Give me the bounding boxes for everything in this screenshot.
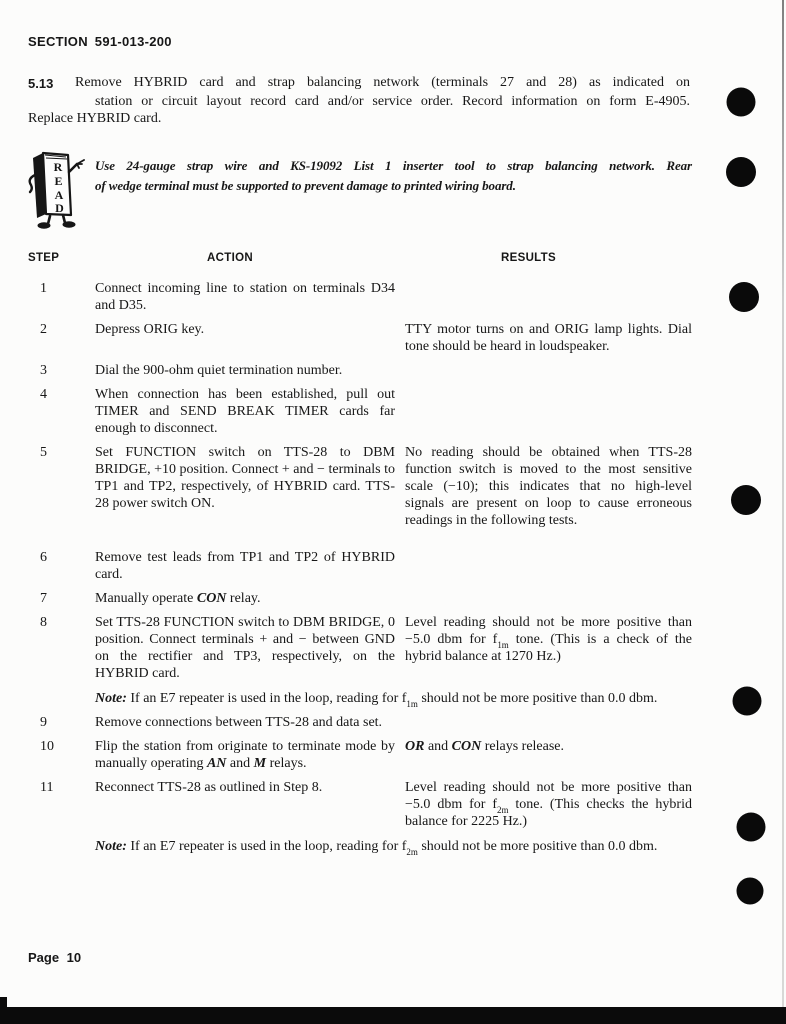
step-number: 6: [40, 550, 47, 565]
step-number: 4: [40, 387, 47, 402]
column-header-results: RESULTS: [501, 252, 556, 264]
table-row-group: [28, 321, 692, 355]
step-number: 1: [40, 281, 47, 296]
action-cell: Reconnect TTS-28 as outlined in Step 8.: [95, 780, 323, 795]
action-cell: Remove test leads from TP1 and TP2 of HYBRID card.: [95, 550, 395, 582]
action-cell: Flip the station from originate to terminate mode by manually operating AN and M relays.: [95, 739, 395, 771]
punch-hole-icon: [726, 157, 756, 187]
table-body: [28, 280, 692, 858]
action-cell: Depress ORIG key.: [95, 322, 205, 337]
action-cell: Connect incoming line to station on terminals D34 and D35.: [95, 281, 395, 313]
punch-hole-icon: [727, 88, 756, 117]
results-cell: Level reading should not be more positive than −5.0 dbm for $f_{1m}$ tone. (This is a check of the hybrid balance at 1270 Hz.): [405, 615, 692, 664]
section-header: SECTION 591-013-200: [28, 34, 172, 49]
step-number: 11: [40, 780, 54, 795]
table-row: [28, 779, 692, 830]
table-row-group: [28, 280, 692, 314]
table-row: [28, 549, 692, 583]
column-header-action: ACTION: [207, 252, 253, 264]
action-cell: Manually operate CON relay.: [95, 591, 261, 606]
results-cell: TTY motor turns on and ORIG lamp lights. Dial tone should be heard in loudspeaker.: [405, 322, 692, 354]
table-row-group: [28, 614, 692, 710]
table-row-group: [28, 362, 692, 379]
strap-wire-note: [95, 156, 692, 196]
step-number: 8: [40, 615, 47, 630]
table-row-group: [28, 444, 692, 529]
action-cell: Set FUNCTION switch on TTS-28 to DBM BRIDGE, +10 position. Connect + and − terminals to TP1 and TP2, respectively, of HYBRID card. TTS-28 power switch ON.: [95, 445, 395, 511]
step-number: 3: [40, 363, 47, 378]
table-row-group: [28, 386, 692, 437]
table-row: [28, 362, 692, 379]
punch-hole-icon: [729, 282, 759, 312]
column-header-step: STEP: [28, 252, 60, 264]
results-cell: No reading should be obtained when TTS-28 function switch is moved to the most sensitive scale (−10); this indicates that no high-level signals are present on loop to cause erroneous readings in the following tests.: [405, 445, 692, 528]
results-cell: Level reading should not be more positive than −5.0 dbm for $f_{2m}$ tone. (This checks the hybrid balance for 2225 Hz.): [405, 780, 692, 829]
svg-text:R: R: [53, 160, 63, 174]
action-cell: Set TTS-28 FUNCTION switch to DBM BRIDGE, 0 position. Connect terminals + and − between GND on the rectifier and TP3, respectively, on the HYBRID card.: [95, 615, 395, 681]
note-line: Use 24-gauge strap wire and KS-19092 List 1 inserter tool to strap balancing network. Rear: [95, 158, 692, 173]
table-row: [28, 386, 692, 437]
step-number: 5: [40, 445, 47, 460]
paragraph-line: station or circuit layout record card and/or service order. Record information on form E-4905.: [95, 93, 690, 109]
paragraph-number: 5.13: [28, 76, 54, 91]
paragraph-line: Replace HYBRID card.: [28, 111, 162, 126]
paragraph-513: [28, 74, 690, 128]
table-row-group: [28, 738, 692, 772]
step-number: 2: [40, 322, 47, 337]
table-row: [28, 321, 692, 355]
table-row: [28, 590, 692, 607]
table-row: [28, 280, 692, 314]
paragraph-line: Remove HYBRID card and strap balancing network (terminals 27 and 28) as indicated on: [75, 75, 690, 90]
step-note: Note: If an E7 repeater is used in the loop, reading for $f_{2m}$ should not be more positive than 0.0 dbm.: [95, 839, 658, 858]
step-number: 9: [40, 715, 47, 730]
table-row: [28, 714, 692, 731]
note-line: of wedge terminal must be supported to prevent damage to printed wiring board.: [95, 178, 516, 193]
step-number: 7: [40, 591, 47, 606]
action-cell: When connection has been established, pull out TIMER and SEND BREAK TIMER cards far enough to disconnect.: [95, 387, 395, 436]
step-note: Note: If an E7 repeater is used in the loop, reading for $f_{1m}$ should not be more positive than 0.0 dbm.: [95, 691, 658, 710]
table-row: [28, 614, 692, 682]
svg-text:D: D: [55, 201, 64, 215]
table-row: [28, 738, 692, 772]
punch-hole-icon: [737, 878, 764, 905]
scan-edge-line: [782, 0, 784, 1007]
read-mascot-icon: [19, 145, 85, 234]
table-row-group: [28, 779, 692, 858]
punch-hole-icon: [737, 813, 766, 842]
svg-text:E: E: [54, 174, 63, 188]
scan-bottom-bar: [0, 1007, 786, 1024]
punch-hole-icon: [731, 485, 761, 515]
steps-table: [28, 250, 692, 862]
step-number: 10: [40, 739, 54, 754]
table-row: [28, 444, 692, 529]
table-row-group: [28, 549, 692, 583]
results-cell: OR and CON relays release.: [405, 739, 565, 754]
table-header: [28, 250, 692, 267]
svg-text:A: A: [54, 188, 64, 202]
action-cell: Remove connections between TTS-28 and data set.: [95, 715, 383, 730]
page-footer: Page 10: [28, 950, 82, 965]
table-row-group: [28, 714, 692, 731]
punch-hole-icon: [733, 687, 762, 716]
action-cell: Dial the 900-ohm quiet termination number.: [95, 363, 343, 378]
table-row-group: [28, 590, 692, 607]
